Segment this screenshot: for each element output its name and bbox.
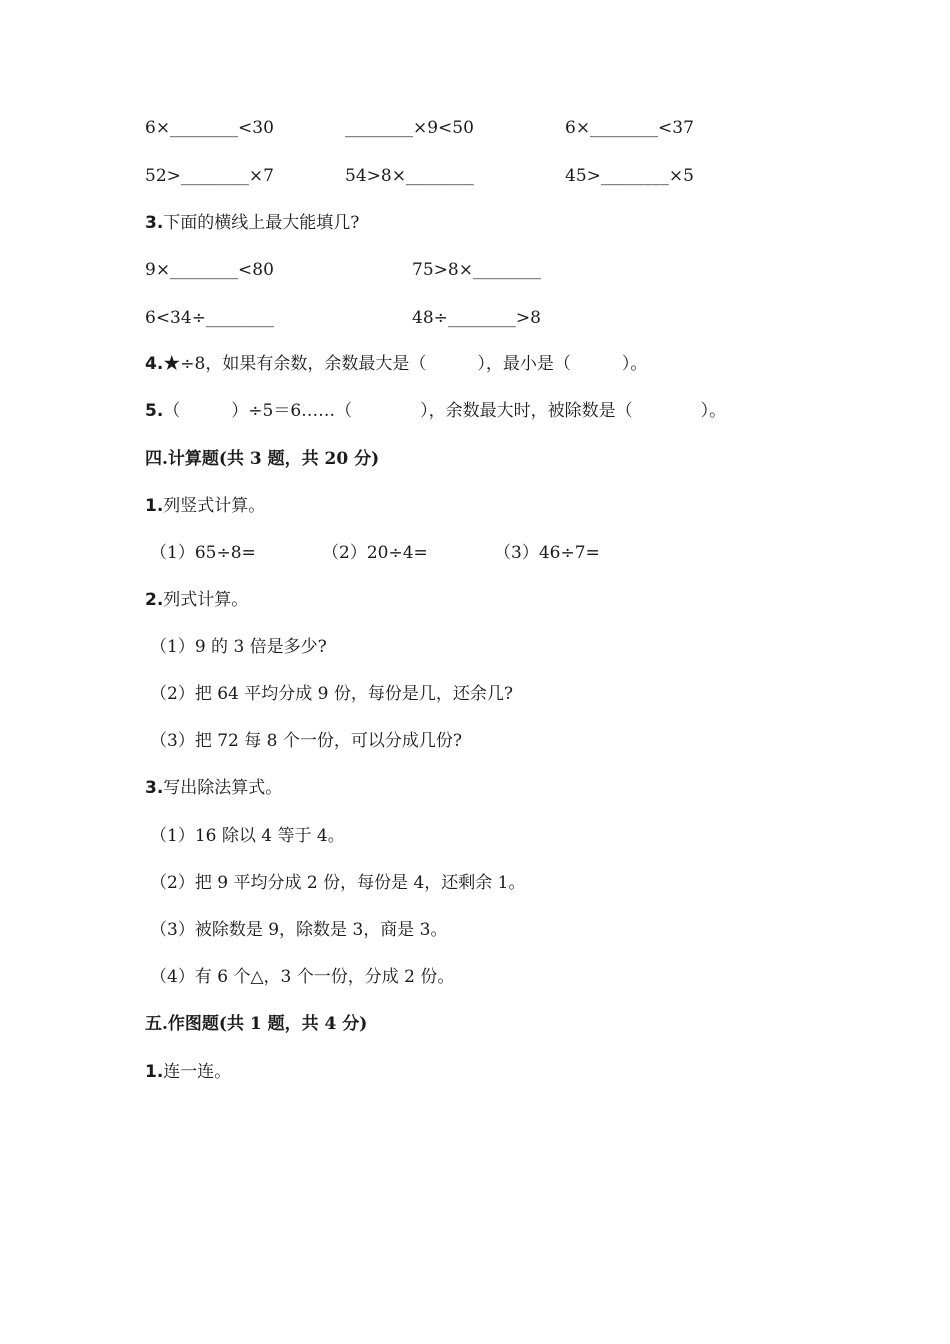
calc-item: （3）46÷7= bbox=[494, 543, 600, 563]
s4-question-1 bbox=[145, 493, 265, 519]
s4-q3-item-3: （3）被除数是 9，除数是 3，商是 3。 bbox=[150, 920, 448, 940]
fill-item: 52>________×7 bbox=[145, 166, 274, 186]
calc-item: （1）65÷8= bbox=[150, 543, 256, 563]
s4-q3-item-4: （4）有 6 个△，3 个一份，分成 2 份。 bbox=[150, 967, 455, 987]
fill-item: 9×________<80 bbox=[145, 260, 274, 280]
question-3 bbox=[145, 210, 359, 236]
fill-row-2 bbox=[0, 163, 950, 189]
fill-item: 75>8×________ bbox=[412, 260, 541, 280]
question-number: 2. bbox=[145, 590, 164, 610]
question-5 bbox=[145, 398, 726, 424]
question-text: 列竖式计算。 bbox=[163, 496, 266, 516]
question-number: 5. bbox=[145, 401, 164, 421]
fill-item: ________×9<50 bbox=[345, 118, 474, 138]
question-text: （ ）÷5＝6……（ ），余数最大时，被除数是（ ）。 bbox=[163, 401, 727, 421]
question-number: 4. bbox=[145, 354, 164, 374]
s4-q3-item-1: （1）16 除以 4 等于 4。 bbox=[150, 826, 345, 846]
question-text: 列式计算。 bbox=[163, 590, 249, 610]
section-title-5: 五.作图题(共 1 题，共 4 分) bbox=[145, 1014, 368, 1034]
question-4 bbox=[145, 351, 647, 377]
fill-item: 6×________<37 bbox=[565, 118, 694, 138]
question-number: 3. bbox=[145, 213, 164, 233]
fill-item: 54>8×________ bbox=[345, 166, 474, 186]
s4-q2-item-2: （2）把 64 平均分成 9 份，每份是几，还余几? bbox=[150, 684, 513, 704]
question-number: 1. bbox=[145, 1062, 164, 1082]
fill-item: 6<34÷________ bbox=[145, 308, 274, 328]
fill-item: 48÷________>8 bbox=[412, 308, 541, 328]
s4-question-2 bbox=[145, 587, 248, 613]
calc-item: （2）20÷4= bbox=[322, 543, 428, 563]
question-number: 3. bbox=[145, 778, 164, 798]
q3-row-2 bbox=[0, 305, 950, 331]
question-text: ★÷8，如果有余数，余数最大是（ ），最小是（ ）。 bbox=[163, 354, 648, 374]
s4-q1-items bbox=[0, 540, 950, 566]
fill-item: 45>________×5 bbox=[565, 166, 694, 186]
fill-row-1 bbox=[0, 115, 950, 141]
question-number: 1. bbox=[145, 496, 164, 516]
fill-item: 6×________<30 bbox=[145, 118, 274, 138]
question-text: 连一连。 bbox=[163, 1062, 232, 1082]
s4-q2-item-1: （1）9 的 3 倍是多少? bbox=[150, 637, 327, 657]
s5-question-1 bbox=[145, 1059, 231, 1085]
s4-q2-item-3: （3）把 72 每 8 个一份，可以分成几份? bbox=[150, 731, 462, 751]
q3-row-1 bbox=[0, 257, 950, 283]
s4-question-3 bbox=[145, 775, 282, 801]
question-text: 下面的横线上最大能填几? bbox=[163, 213, 360, 233]
section-title-4: 四.计算题(共 3 题，共 20 分) bbox=[145, 449, 380, 469]
question-text: 写出除法算式。 bbox=[163, 778, 283, 798]
s4-q3-item-2: （2）把 9 平均分成 2 份，每份是 4，还剩余 1。 bbox=[150, 873, 526, 893]
